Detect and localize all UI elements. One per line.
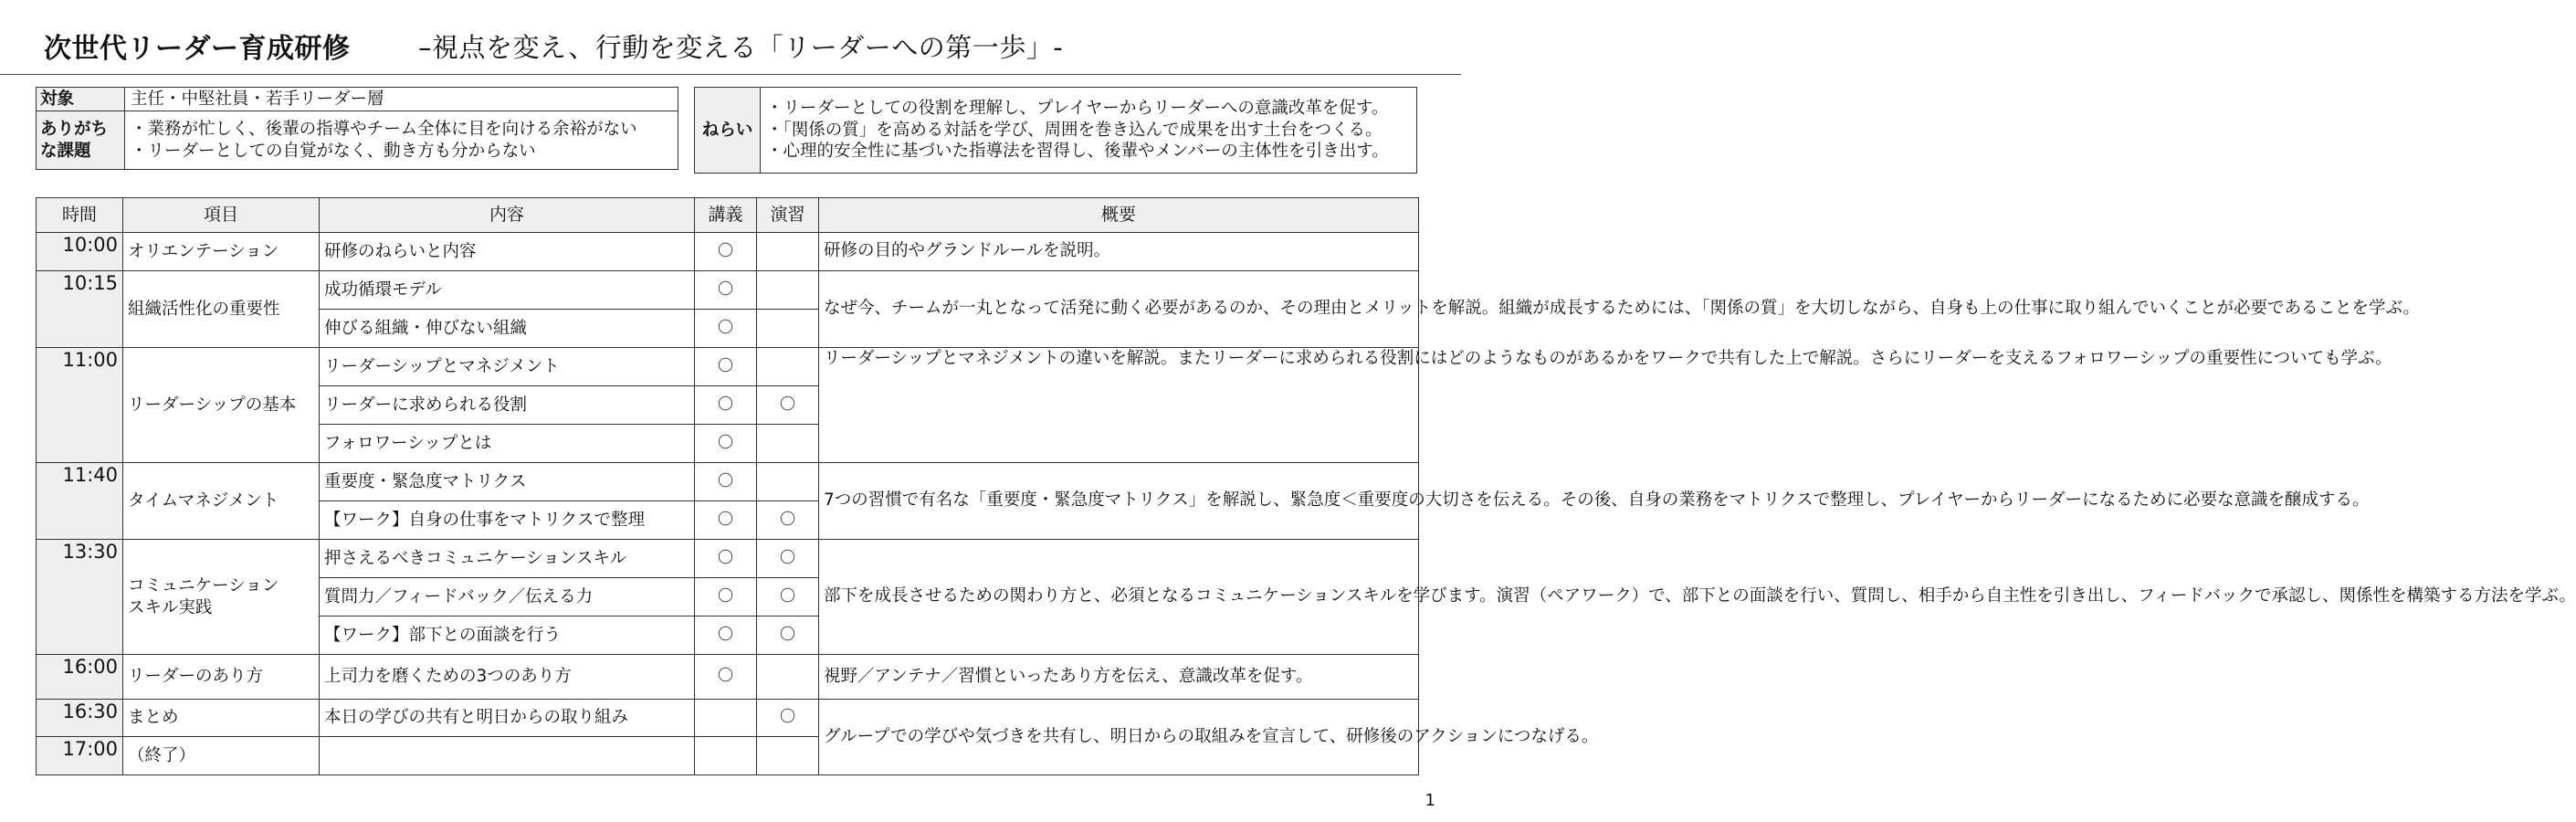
item-cell: （終了）	[123, 737, 320, 775]
issues-label	[37, 111, 125, 170]
header-summary: 概要	[819, 198, 1419, 233]
target-issues-box	[36, 87, 678, 170]
time-cell: 10:15	[37, 271, 123, 348]
aims-list	[761, 88, 1417, 174]
issues-label-line-2: な課題	[40, 141, 91, 161]
time-cell: 13:30	[37, 540, 123, 655]
summary-cell: グループでの学びや気づきを共有し、明日からの取組みを宣言して、研修後のアクションにつなげる。	[819, 700, 1419, 775]
summary-cell: 研修の目的やグランドルールを説明。	[819, 233, 1419, 271]
exercise-mark: 〇	[757, 700, 819, 737]
exercise-mark: 〇	[757, 386, 819, 425]
content-cell-empty	[320, 737, 695, 775]
issues-list	[125, 111, 678, 170]
schedule-table	[36, 197, 2576, 775]
item-cell: まとめ	[123, 700, 320, 737]
table-row	[37, 271, 1419, 310]
item-cell	[123, 540, 320, 655]
aim-item: ・リーダーとしての役割を理解し、プレイヤーからリーダーへの意識改革を促す。	[766, 98, 1389, 118]
issue-item: ・業務が忙しく、後輩の指導やチーム全体に目を向ける余裕がない	[131, 119, 637, 139]
exercise-mark-empty	[757, 655, 819, 700]
time-cell: 11:00	[37, 348, 123, 463]
item-line: スキル実践	[128, 597, 213, 617]
target-label: 対象	[37, 88, 125, 111]
exercise-mark: 〇	[757, 540, 819, 578]
header-content: 内容	[320, 198, 695, 233]
time-cell: 16:30	[37, 700, 123, 737]
time-cell: 16:00	[37, 655, 123, 700]
exercise-mark-empty	[757, 233, 819, 271]
content-cell: 成功循環モデル	[320, 271, 695, 310]
summary-cell: 部下を成長させるための関わり方と、必須となるコミュニケーションスキルを学びます。演習（ペアワーク）で、部下との面談を行い、質問し、相手から自主性を引き出し、フィードバックで承認し、関係性を構築する方法を学ぶ。	[819, 540, 1419, 655]
target-value: 主任・中堅社員・若手リーダー層	[125, 88, 678, 111]
content-cell: 【ワーク】自身の仕事をマトリクスで整理	[320, 501, 695, 540]
lecture-mark: 〇	[695, 616, 757, 655]
header-item: 項目	[123, 198, 320, 233]
page-number: 1	[1425, 791, 1435, 810]
aim-item: ・「関係の質」を高める対話を学び、周囲を巻き込んで成果を出す土台をつくる。	[766, 120, 1383, 140]
summary-cell: リーダーシップとマネジメントの違いを解説。またリーダーに求められる役割にはどのようなものがあるかをワークで共有した上で解説。さらにリーダーを支えるフォロワーシップの重要性についても学ぶ。	[819, 348, 1419, 463]
page-subtitle: –視点を変え、行動を変える「リーダーへの第一歩」-	[418, 32, 1064, 63]
lecture-mark: 〇	[695, 501, 757, 540]
content-cell: 研修のねらいと内容	[320, 233, 695, 271]
table-row	[37, 463, 1419, 501]
item-cell: 組織活性化の重要性	[123, 271, 320, 348]
content-cell: 押さえるべきコミュニケーションスキル	[320, 540, 695, 578]
content-cell: フォロワーシップとは	[320, 425, 695, 463]
table-row	[37, 348, 1419, 386]
content-cell: 重要度・緊急度マトリクス	[320, 463, 695, 501]
aim-item: ・心理的安全性に基づいた指導法を習得し、後輩やメンバーの主体性を引き出す。	[766, 142, 1389, 162]
issues-label-line-1: ありがち	[40, 119, 109, 139]
header-exercise: 演習	[757, 198, 819, 233]
exercise-mark: 〇	[757, 616, 819, 655]
header-time: 時間	[37, 198, 123, 233]
lecture-mark: 〇	[695, 655, 757, 700]
summary-cell: 7つの習慣で有名な「重要度・緊急度マトリクス」を解説し、緊急度＜重要度の大切さを伝える。その後、自身の業務をマトリクスで整理し、プレイヤーからリーダーになるために必要な意識を醸成する。	[819, 463, 1419, 540]
table-row	[37, 655, 1419, 700]
content-cell: 【ワーク】部下との面談を行う	[320, 616, 695, 655]
lecture-mark-empty	[695, 700, 757, 737]
content-cell: 上司力を磨くための3つのあり方	[320, 655, 695, 700]
table-row	[37, 700, 1419, 737]
title-bar	[0, 0, 1461, 75]
summary-cell: なぜ今、チームが一丸となって活発に動く必要があるのか、その理由とメリットを解説。組織が成長するためには、「関係の質」を大切しながら、自身も上の仕事に取り組んでいくことが必要であることを学ぶ。	[819, 271, 1419, 348]
time-cell: 10:00	[37, 233, 123, 271]
exercise-mark-empty	[757, 348, 819, 386]
exercise-mark-empty	[757, 425, 819, 463]
table-row	[37, 233, 1419, 271]
lecture-mark: 〇	[695, 386, 757, 425]
content-cell: リーダーシップとマネジメント	[320, 348, 695, 386]
exercise-mark: 〇	[757, 578, 819, 616]
lecture-mark: 〇	[695, 463, 757, 501]
time-cell: 17:00	[37, 737, 123, 775]
item-cell: オリエンテーション	[123, 233, 320, 271]
content-cell: 質問力／フィードバック／伝える力	[320, 578, 695, 616]
summary-cell: 視野／アンテナ／習慣といったあり方を伝え、意識改革を促す。	[819, 655, 1419, 700]
item-line: コミュニケーション	[128, 575, 279, 595]
lecture-mark-empty	[695, 737, 757, 775]
exercise-mark-empty	[757, 737, 819, 775]
lecture-mark: 〇	[695, 271, 757, 310]
exercise-mark-empty	[757, 310, 819, 348]
time-cell: 11:40	[37, 463, 123, 540]
item-cell: リーダーのあり方	[123, 655, 320, 700]
exercise-mark-empty	[757, 463, 819, 501]
exercise-mark: 〇	[757, 501, 819, 540]
lecture-mark: 〇	[695, 348, 757, 386]
issue-item: ・リーダーとしての自覚がなく、動き方も分からない	[131, 141, 536, 161]
table-row	[37, 540, 1419, 578]
item-cell: リーダーシップの基本	[123, 348, 320, 463]
exercise-mark-empty	[757, 271, 819, 310]
table-header-row	[37, 198, 1419, 233]
content-cell: 伸びる組織・伸びない組織	[320, 310, 695, 348]
lecture-mark: 〇	[695, 540, 757, 578]
lecture-mark: 〇	[695, 425, 757, 463]
aims-label: ねらい	[695, 88, 761, 174]
aims-box	[694, 87, 1417, 174]
item-cell: タイムマネジメント	[123, 463, 320, 540]
lecture-mark: 〇	[695, 578, 757, 616]
content-cell: 本日の学びの共有と明日からの取り組み	[320, 700, 695, 737]
lecture-mark: 〇	[695, 310, 757, 348]
content-cell: リーダーに求められる役割	[320, 386, 695, 425]
header-lecture: 講義	[695, 198, 757, 233]
page-title: 次世代リーダー育成研修	[44, 33, 351, 65]
lecture-mark: 〇	[695, 233, 757, 271]
